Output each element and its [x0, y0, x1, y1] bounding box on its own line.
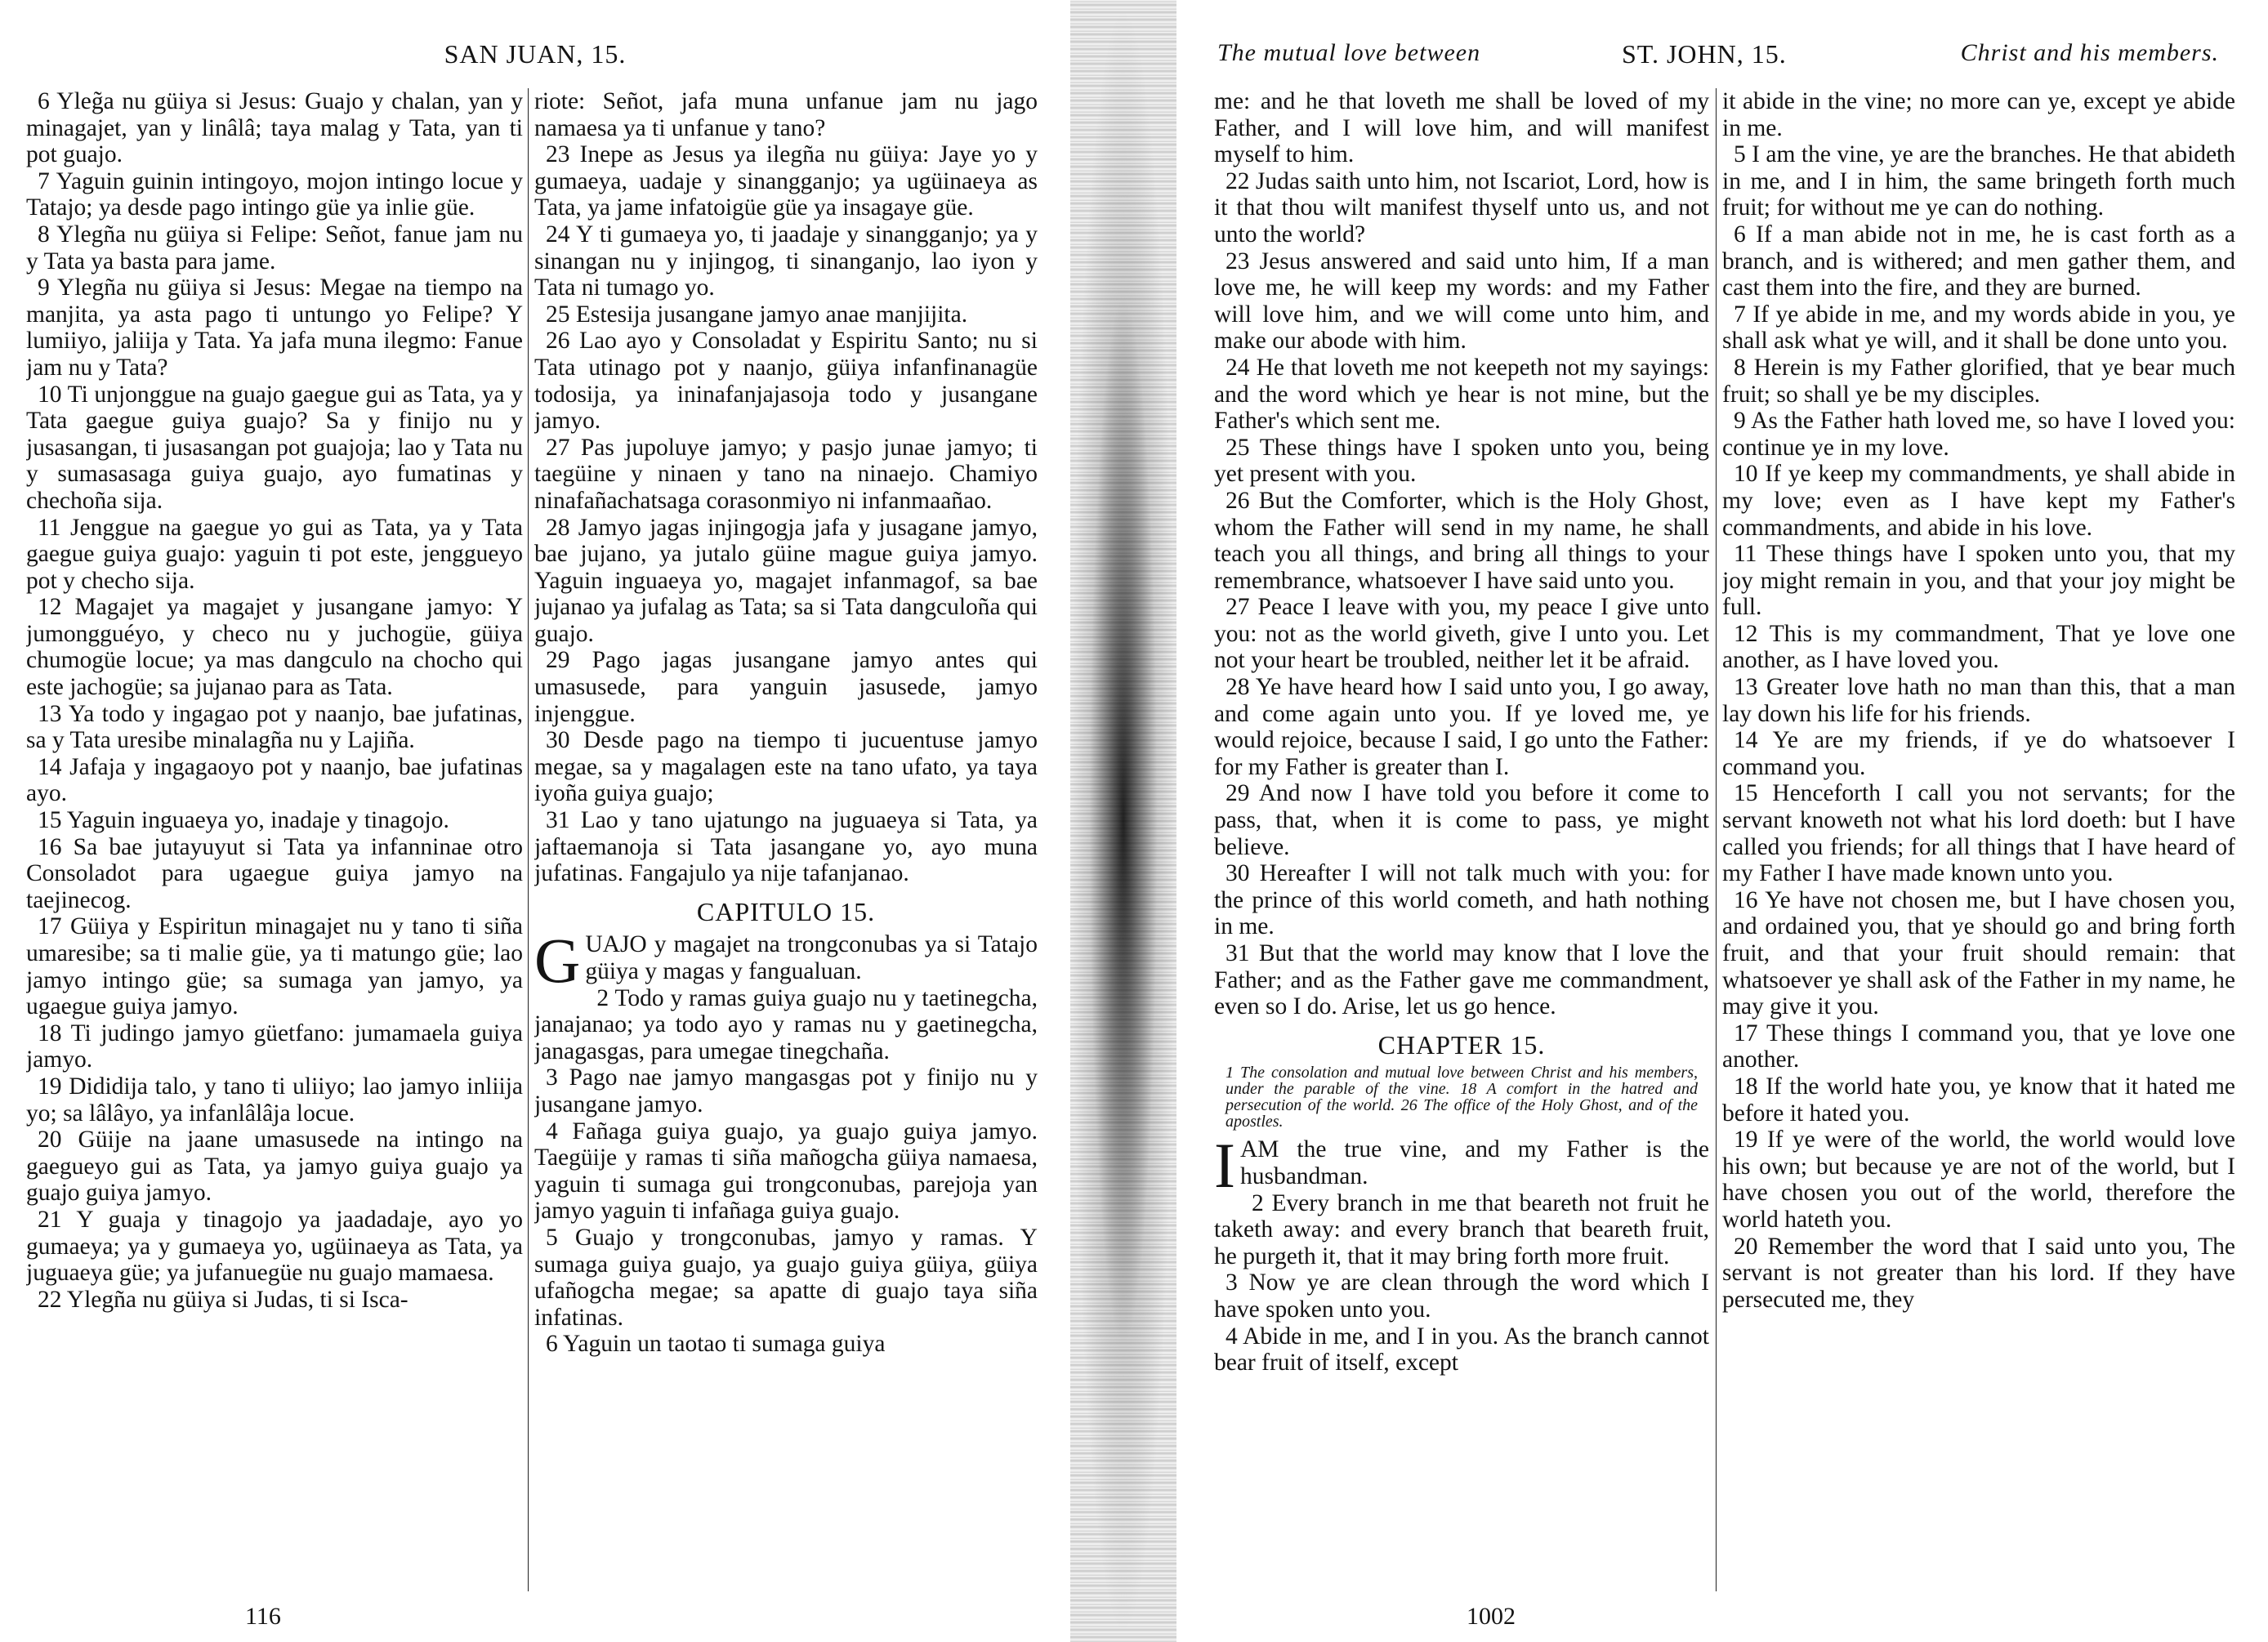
verse-paragraph: 15 Henceforth I call you not servants; for the servant knoweth not what his lord doeth: but I have called you friends; for all things that I have heard of my Father I have made known unto you. — [1722, 780, 2235, 887]
verse-paragraph: 19 If ye were of the world, the world would love his own; but because ye are not of the world, but I have chosen you out of the world, therefore the world hateth you. — [1722, 1127, 2235, 1233]
verse-paragraph: 17 Güiya y Espiritun minagajet nu y tano ti siña umaresibe; sa ti malie güe, ya ti matungo güe; lao jamyo intingo güe; sa sumaga yan jamyo, ya ugaegue guiya jamyo. — [26, 913, 523, 1020]
verse-paragraph: 4 Fañaga guiya guajo, ya guajo guiya jamyo. Taegüije y ramas ti siña mañogcha güiya namaesa, yaguin ti sumaga gui trongconubas, parejoja yan jamyo yaguin ti infañaga guiya guajo. — [534, 1118, 1038, 1225]
chapter-dropcap: I — [1214, 1130, 1235, 1202]
verse-paragraph: 26 Lao ayo y Consoladat y Espiritu Santo; nu si Tata utinago pot y naanjo, güiya infanfinanagüe todosija, ya ininafanjajasoja todo y jusangane jamyo. — [534, 328, 1038, 435]
verse-paragraph: 4 Abide in me, and I in you. As the branch cannot bear fruit of itself, except — [1214, 1323, 1709, 1377]
verse-paragraph: 16 Sa bae jutayuyut si Tata ya infanninae otro Consoladot para ugaegue guiya jamyo na taejinecog. — [26, 833, 523, 913]
verse-paragraph: 25 Estesija jusangane jamyo anae manjijita. — [546, 301, 968, 328]
verse-paragraph: 23 Jesus answered and said unto him, If a man love me, he will keep my words: and my Father will love him, and we will come unto him, and make our abode with him. — [1214, 248, 1709, 355]
verse-paragraph: 29 And now I have told you before it come to pass, that, when it is come to pass, ye might believe. — [1214, 780, 1709, 860]
verse-paragraph: 3 Pago nae jamyo mangasgas pot y finijo nu y jusangane jamyo. — [534, 1064, 1038, 1118]
left-running-head: SAN JUAN, 15. — [444, 39, 627, 69]
verse-paragraph: 22 Ylegña nu güiya si Judas, ti si Isca- — [38, 1286, 409, 1313]
verse-paragraph: 28 Ye have heard how I said unto you, I go away, and come again unto you. If ye loved me, ye would rejoice, because I said, I go unto the Father: for my Father is greater than I. — [1214, 674, 1709, 780]
verse-paragraph: 11 These things have I spoken unto you, that my joy might remain in you, and that your joy might be full. — [1722, 541, 2235, 621]
verse-paragraph: 13 Ya todo y ingagao pot y naanjo, bae jufatinas, sa y Tata uresibe minalagña nu y Lajiña. — [26, 700, 523, 754]
left-column-divider — [528, 88, 529, 1591]
right-running-head-left: The mutual love between — [1217, 39, 1481, 66]
verse-paragraph: me: and he that loveth me shall be loved of my Father, and I will love him, and will manifest myself to him. — [1214, 88, 1709, 168]
right-column-divider — [1716, 88, 1717, 1591]
left-page — [0, 0, 1070, 1642]
verse-paragraph: 5 I am the vine, ye are the branches. He that abideth in me, and I in him, the same bringeth forth much fruit; for without me ye can do nothing. — [1722, 141, 2235, 221]
verse-paragraph: 18 Ti judingo jamyo güetfano: jumamaela guiya jamyo. — [26, 1020, 523, 1073]
right-page — [1176, 0, 2268, 1642]
left-page-number: 116 — [245, 1603, 281, 1630]
right-column-1 — [1214, 88, 1709, 1593]
verse-paragraph: 2 Todo y ramas guiya guajo nu y taetinegcha, janajanao; ya todo ayo y ramas nu y gaetinegcha, janagasgas, para umegae tinegchaña. — [534, 984, 1038, 1064]
chapter-summary: 1 The consolation and mutual love between Christ and his members, under the parable of the vine. 18 A comfort in the hatred and persecution of the world. 26 The office of the Holy Ghost, and of the apostles. — [1226, 1064, 1698, 1131]
verse-paragraph: 27 Pas jupoluye jamyo; y pasjo junae jamyo; ti taegüine y ninaen y tano na ninaejo. Chamiyo ninafañachatsaga corasonmiyo ni infanmaañao. — [534, 434, 1038, 514]
left-column-2 — [534, 88, 1038, 1593]
verse-paragraph: 9 As the Father hath loved me, so have I loved you: continue ye in my love. — [1722, 408, 2235, 461]
verse-paragraph: 12 This is my commandment, That ye love one another, as I have loved you. — [1722, 620, 2235, 674]
verse-paragraph: 9 Ylegña nu güiya si Jesus: Megae na tiempo na manjita, ya asta pago ti untungo yo Felipe? Y lumiiyo, jaliija y Tata. Ya jafa muna ilegmo: Fanue jam nu y Tata? — [26, 274, 523, 381]
verse-paragraph — [534, 925, 1038, 997]
verse-paragraph: 6 Yleg̃a nu güiya si Jesus: Guajo y chalan, yan y minagajet, yan y linâlâ; taya malag y Tata, yan ti pot guajo. — [26, 88, 523, 168]
right-running-head-center: ST. JOHN, 15. — [1622, 39, 1787, 69]
verse-paragraph: 31 Lao y tano ujatungo na juguaeya si Tata, ya jaftaemanoja si Tata jasangane yo, ayo muna jufatinas. Fangajulo ya nije tafanjanao. — [534, 807, 1038, 887]
verse-paragraph: 14 Jafaja y ingagaoyo pot y naanjo, bae jufatinas ayo. — [26, 753, 523, 807]
right-running-head-right: Christ and his members. — [1960, 39, 2219, 66]
verse-paragraph: 24 He that loveth me not keepeth not my sayings: and the word which ye hear is not mine, but the Father's which sent me. — [1214, 354, 1709, 435]
verse-paragraph: 2 Every branch in me that beareth not fruit he taketh away: and every branch that beareth fruit, he purgeth it, that it may bring forth more fruit. — [1214, 1189, 1709, 1269]
verse-paragraph: 22 Judas saith unto him, not Iscariot, Lord, how is it that thou wilt manifest thyself unto us, and not unto the world? — [1214, 167, 1709, 248]
verse-paragraph: 18 If the world hate you, ye know that it hated me before it hated you. — [1722, 1073, 2235, 1127]
verse-paragraph: 17 These things I command you, that ye love one another. — [1722, 1020, 2235, 1073]
verse-paragraph: 21 Y guaja y tinagojo ya jaadadaje, ayo yo gumaeya; ya y gumaeya yo, ugüinaeya as Tata, ya juguaeya güe; ya jufanuegüe nu guajo mamaesa. — [26, 1206, 523, 1287]
verse-paragraph: 3 Now ye are clean through the word which I have spoken unto you. — [1214, 1269, 1709, 1323]
verse-paragraph: riote: Señot, jafa muna unfanue jam nu jago namaesa ya ti unfanue y tano? — [534, 88, 1038, 141]
verse-paragraph: 27 Peace I leave with you, my peace I give unto you: not as the world giveth, give I unto you. Let not your heart be troubled, neither let it be afraid. — [1214, 594, 1709, 674]
verse-paragraph: 25 These things have I spoken unto you, being yet present with you. — [1214, 434, 1709, 488]
verse-paragraph: 28 Jamyo jagas injingogja jafa y jusagane jamyo, bae jujano, ya jutalo güine mague guiya jamyo. Yaguin inguaeya yo, magajet infanmagof, sa bae jujanao ya jufalag as Tata; sa si Tata dangculoña qui guajo. — [534, 514, 1038, 647]
book-gutter-shadow — [1070, 0, 1176, 1642]
verse-paragraph: 8 Herein is my Father glorified, that ye bear much fruit; so shall ye be my disciples. — [1722, 354, 2235, 408]
verse-paragraph: 13 Greater love hath no man than this, that a man lay down his life for his friends. — [1722, 674, 2235, 727]
verse-paragraph: 24 Y ti gumaeya yo, ti jaadaje y sinangganjo; ya y sinangan nu y injingog, ti sinanganjo, lao iyon y Tata ni tumago yo. — [534, 221, 1038, 301]
verse-paragraph: 26 But the Comforter, which is the Holy Ghost, whom the Father will send in my name, he shall teach you all things, and bring all things to your remembrance, whatsoever I have said unto you. — [1214, 487, 1709, 594]
verse-paragraph: 5 Guajo y trongconubas, jamyo y ramas. Y sumaga guiya guajo, ya guajo guiya güiya, güiya ufañogcha megae; sa apatte di guajo taya siña infatinas. — [534, 1224, 1038, 1331]
verse-paragraph: 7 Yaguin guinin intingoyo, mojon intingo locue y Tatajo; ya desde pago intingo güe ya inlie güe. — [26, 167, 523, 221]
verse-paragraph: 6 Yaguin un taotao ti sumaga guiya — [546, 1331, 886, 1358]
verse-paragraph: 6 If a man abide not in me, he is cast forth as a branch, and is withered; and men gather them, and cast them into the fire, and they are burned. — [1722, 221, 2235, 301]
verse-paragraph: 29 Pago jagas jusangane jamyo antes qui umasusede, para yanguin jasusede, jamyo injenggue. — [534, 647, 1038, 727]
verse-paragraph: 14 Ye are my friends, if ye do whatsoever I command you. — [1722, 727, 2235, 780]
verse-paragraph: 19 Dididija talo, y tano ti uliiyo; lao jamyo inliija yo; sa lâlâyo, ya infanlâlâja locue. — [26, 1073, 523, 1127]
verse-paragraph: 20 Güije na jaane umasusede na intingo na gaegueyo gui as Tata, ya jamyo guiya guajo ya guajo guiya jamyo. — [26, 1127, 523, 1207]
chapter-dropcap: G — [534, 925, 581, 997]
verse-paragraph: 10 Ti unjonggue na guajo gaegue gui as Tata, ya y Tata gaegue guiya guajo? Sa y finijo nu y jusasangan, ti jusasangan pot guajoja; lao y Tata nu y sumasasaga guiya guajo, ayo fumatinas y chechoña sija. — [26, 381, 523, 514]
verse-paragraph: 7 If ye abide in me, and my words abide in you, ye shall ask what ye will, and it shall be done unto you. — [1722, 301, 2235, 355]
left-column-1 — [26, 88, 523, 1593]
verse-paragraph: 23 Inepe as Jesus ya ilegña nu güiya: Jaye yo y gumaeya, uadaje y sinangganjo; ya ugüinaeya as Tata, ya jame infatoigüe güe ya insagaye güe. — [534, 141, 1038, 221]
right-page-number: 1002 — [1467, 1603, 1516, 1630]
verse-paragraph — [1214, 1130, 1709, 1202]
verse-paragraph: 20 Remember the word that I said unto you, The servant is not greater than his lord. If they have persecuted me, they — [1722, 1233, 2235, 1313]
left-chapter-heading: CAPITULO 15. — [696, 896, 876, 926]
verse-paragraph: 31 But that the world may know that I love the Father; and as the Father gave me commandment, even so I do. Arise, let us go hence. — [1214, 940, 1709, 1020]
verse-paragraph: it abide in the vine; no more can ye, except ye abide in me. — [1722, 88, 2235, 141]
verse-paragraph: 30 Desde pago na tiempo ti jucuentuse jamyo megae, sa y magalagen este na tano ufato, ya taya iyoña guiya guajo; — [534, 727, 1038, 807]
right-chapter-heading: CHAPTER 15. — [1377, 1029, 1546, 1060]
verse-paragraph: 30 Hereafter I will not talk much with you: for the prince of this world cometh, and hath nothing in me. — [1214, 860, 1709, 940]
verse-paragraph: 8 Ylegña nu güiya si Felipe: Señot, fanue jam nu y Tata ya basta para jame. — [26, 221, 523, 274]
verse-text: UAJO y magajet na trongconubas ya si Tatajo güiya y magas y fangualuan. — [585, 931, 1038, 984]
verse-paragraph: 10 If ye keep my commandments, ye shall abide in my love; even as I have kept my Father's commandments, and abide in his love. — [1722, 461, 2235, 541]
verse-text: AM the true vine, and my Father is the husbandman. — [1239, 1136, 1709, 1189]
verse-paragraph: 16 Ye have not chosen me, but I have chosen you, and ordained you, that ye should go and bring forth fruit, and that your fruit should remain: that whatsoever ye shall ask of the Father in my name, he may give it you. — [1722, 886, 2235, 1020]
right-column-2 — [1722, 88, 2235, 1593]
verse-paragraph: 15 Yaguin inguaeya yo, inadaje y tinagojo. — [38, 807, 449, 834]
verse-paragraph: 12 Magajet ya magajet y jusangane jamyo: Y jumongguéyo, y checo nu y juchogüe, güiya chumogüe locue; ya mas dangculo na chocho qui este jachogüe; sa jujanao para as Tata. — [26, 594, 523, 701]
verse-paragraph: 11 Jenggue na gaegue yo gui as Tata, ya y Tata gaegue guiya guajo: yaguin ti pot este, jenggueyo pot y checho sija. — [26, 514, 523, 594]
